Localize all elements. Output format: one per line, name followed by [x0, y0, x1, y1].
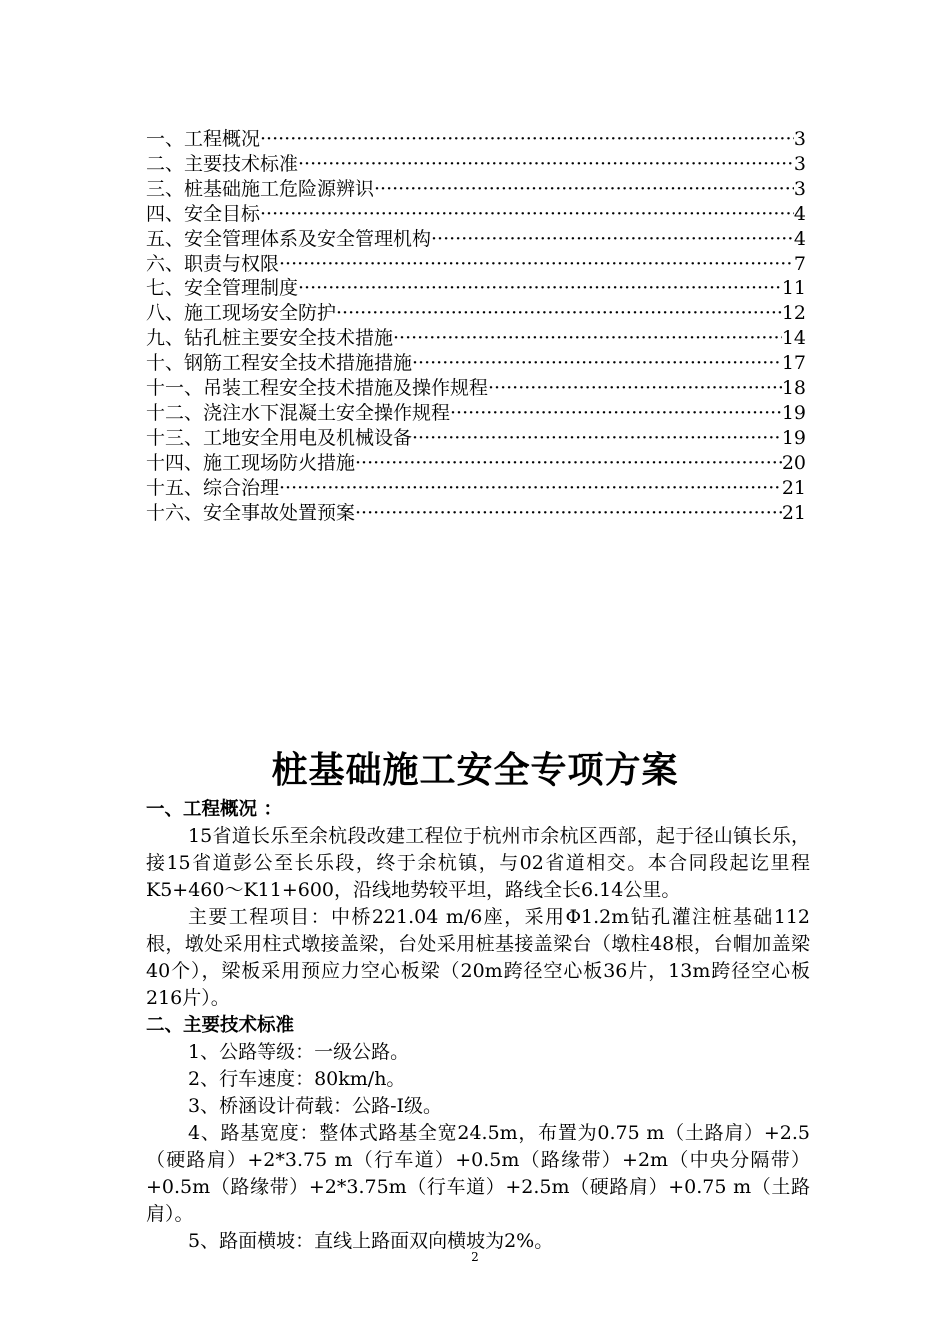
toc-leader-dots: [431, 227, 794, 252]
toc-entry-title: 一、工程概况: [146, 128, 261, 150]
toc-entry-page: 3: [793, 128, 806, 150]
toc-entry[interactable]: [146, 152, 806, 177]
toc-entry-title: 二、主要技术标准: [146, 152, 299, 175]
section-heading-tech-standards: 二、主要技术标准: [146, 1015, 295, 1036]
toc-entry-page: 3: [793, 177, 806, 200]
toc-leader-dots: [260, 127, 794, 152]
toc-leader-dots: [355, 451, 782, 476]
standard-item: 1、公路等级：一级公路。: [188, 1041, 410, 1063]
document-title: 桩基础施工安全专项方案: [271, 750, 679, 791]
toc-entry-page: 7: [793, 252, 806, 275]
toc-entry-title: 七、安全管理制度: [146, 277, 299, 300]
standard-item: 2、行车速度：80km/h。: [188, 1068, 406, 1090]
toc-entry-title: 十四、施工现场防火措施: [146, 451, 356, 474]
page-number: 2: [471, 1250, 479, 1264]
toc-leader-dots: [260, 202, 794, 227]
toc-entry-title: 十五、综合治理: [146, 476, 280, 499]
toc-entry-page: 12: [781, 302, 806, 325]
toc-entry-page: 21: [781, 501, 806, 524]
toc-entry-title: 十二、浇注水下混凝土安全操作规程: [146, 401, 451, 424]
toc-entry[interactable]: [146, 501, 806, 526]
toc-entry-page: 4: [793, 227, 806, 250]
toc-entry-title: 六、职责与权限: [146, 252, 280, 275]
standard-item: 5、路面横坡：直线上路面双向横坡为2%。: [188, 1230, 554, 1252]
toc-leader-dots: [298, 152, 794, 177]
toc-entry-page: 11: [781, 277, 806, 300]
toc-entry[interactable]: [146, 426, 806, 451]
toc-entry[interactable]: [146, 276, 806, 301]
toc-entry-title: 十一、吊装工程安全技术措施及操作规程: [146, 377, 489, 400]
toc-leader-dots: [488, 376, 782, 401]
toc-entry-title: 八、施工现场安全防护: [146, 302, 337, 325]
toc-entry-title: 四、安全目标: [146, 202, 261, 225]
toc-entry-title: 五、安全管理体系及安全管理机构: [146, 227, 432, 250]
toc-leader-dots: [393, 326, 782, 351]
toc-entry[interactable]: [146, 301, 806, 326]
toc-leader-dots: [412, 351, 782, 376]
toc-entry-title: 三、桩基础施工危险源辨识: [146, 177, 375, 200]
toc-entry-page: 4: [793, 202, 806, 225]
toc-entry[interactable]: [146, 401, 806, 426]
toc-entry-page: 18: [781, 377, 806, 400]
toc-leader-dots: [374, 177, 794, 202]
table-of-contents: [146, 127, 806, 526]
toc-leader-dots: [298, 276, 782, 301]
toc-leader-dots: [279, 252, 794, 277]
toc-entry[interactable]: [146, 326, 806, 351]
section-heading-overview: 一、工程概况 ：: [146, 799, 282, 820]
toc-entry[interactable]: [146, 202, 806, 227]
toc-entry-page: 14: [781, 327, 806, 350]
toc-entry-title: 十、钢筋工程安全技术措施措施: [146, 352, 413, 375]
toc-entry-page: 3: [793, 152, 806, 175]
toc-entry-page: 19: [781, 426, 806, 449]
toc-leader-dots: [336, 301, 782, 326]
toc-entry-title: 十三、工地安全用电及机械设备: [146, 426, 413, 449]
toc-entry[interactable]: [146, 177, 806, 202]
toc-entry-title: 十六、安全事故处置预案: [146, 501, 356, 524]
toc-entry-page: 20: [781, 451, 806, 474]
toc-entry[interactable]: [146, 351, 806, 376]
toc-leader-dots: [450, 401, 782, 426]
overview-paragraph: 15省道长乐至余杭段改建工程位于杭州市余杭区西部，起于径山镇长乐，接15省道彭公至长乐段，终于余杭镇，与02省道相交。本合同段起讫里程K5+460～K11+600，沿线地势较平坦，路线全长6.14公里。: [146, 825, 810, 901]
toc-leader-dots: [412, 426, 782, 451]
toc-entry[interactable]: [146, 127, 806, 152]
toc-entry[interactable]: [146, 451, 806, 476]
toc-entry-page: 19: [781, 401, 806, 424]
toc-entry-page: 17: [781, 352, 806, 375]
main-works-paragraph: 主要工程项目：中桥221.04 m/6座，采用Φ1.2m钻孔灌注桩基础112根，墩处采用柱式墩接盖梁，台处采用桩基接盖梁台（墩柱48根，台帽加盖梁40个），梁板采用预应力空心板梁（20m跨径空心板36片，13m跨径空心板216片）。: [146, 906, 810, 1009]
toc-leader-dots: [355, 501, 782, 526]
toc-entry[interactable]: [146, 227, 806, 252]
toc-entry[interactable]: [146, 252, 806, 277]
standard-item: 3、桥涵设计荷载：公路-Ⅰ级。: [188, 1095, 443, 1117]
toc-entry-page: 21: [781, 476, 806, 499]
standard-item: 4、路基宽度：整体式路基全宽24.5m，布置为0.75 m（土路肩）+2.5（硬路肩）+2*3.75 m（行车道）+0.5m（路缘带）+2m（中央分隔带）+0.5m（路缘带）+2*3.75m（行车道）+2.5m（硬路肩）+0.75 m（土路肩）。: [146, 1122, 810, 1225]
toc-entry-title: 九、钻孔桩主要安全技术措施: [146, 327, 394, 350]
document-body: [146, 796, 810, 1255]
toc-entry[interactable]: [146, 476, 806, 501]
toc-leader-dots: [279, 476, 782, 501]
toc-entry[interactable]: [146, 376, 806, 401]
